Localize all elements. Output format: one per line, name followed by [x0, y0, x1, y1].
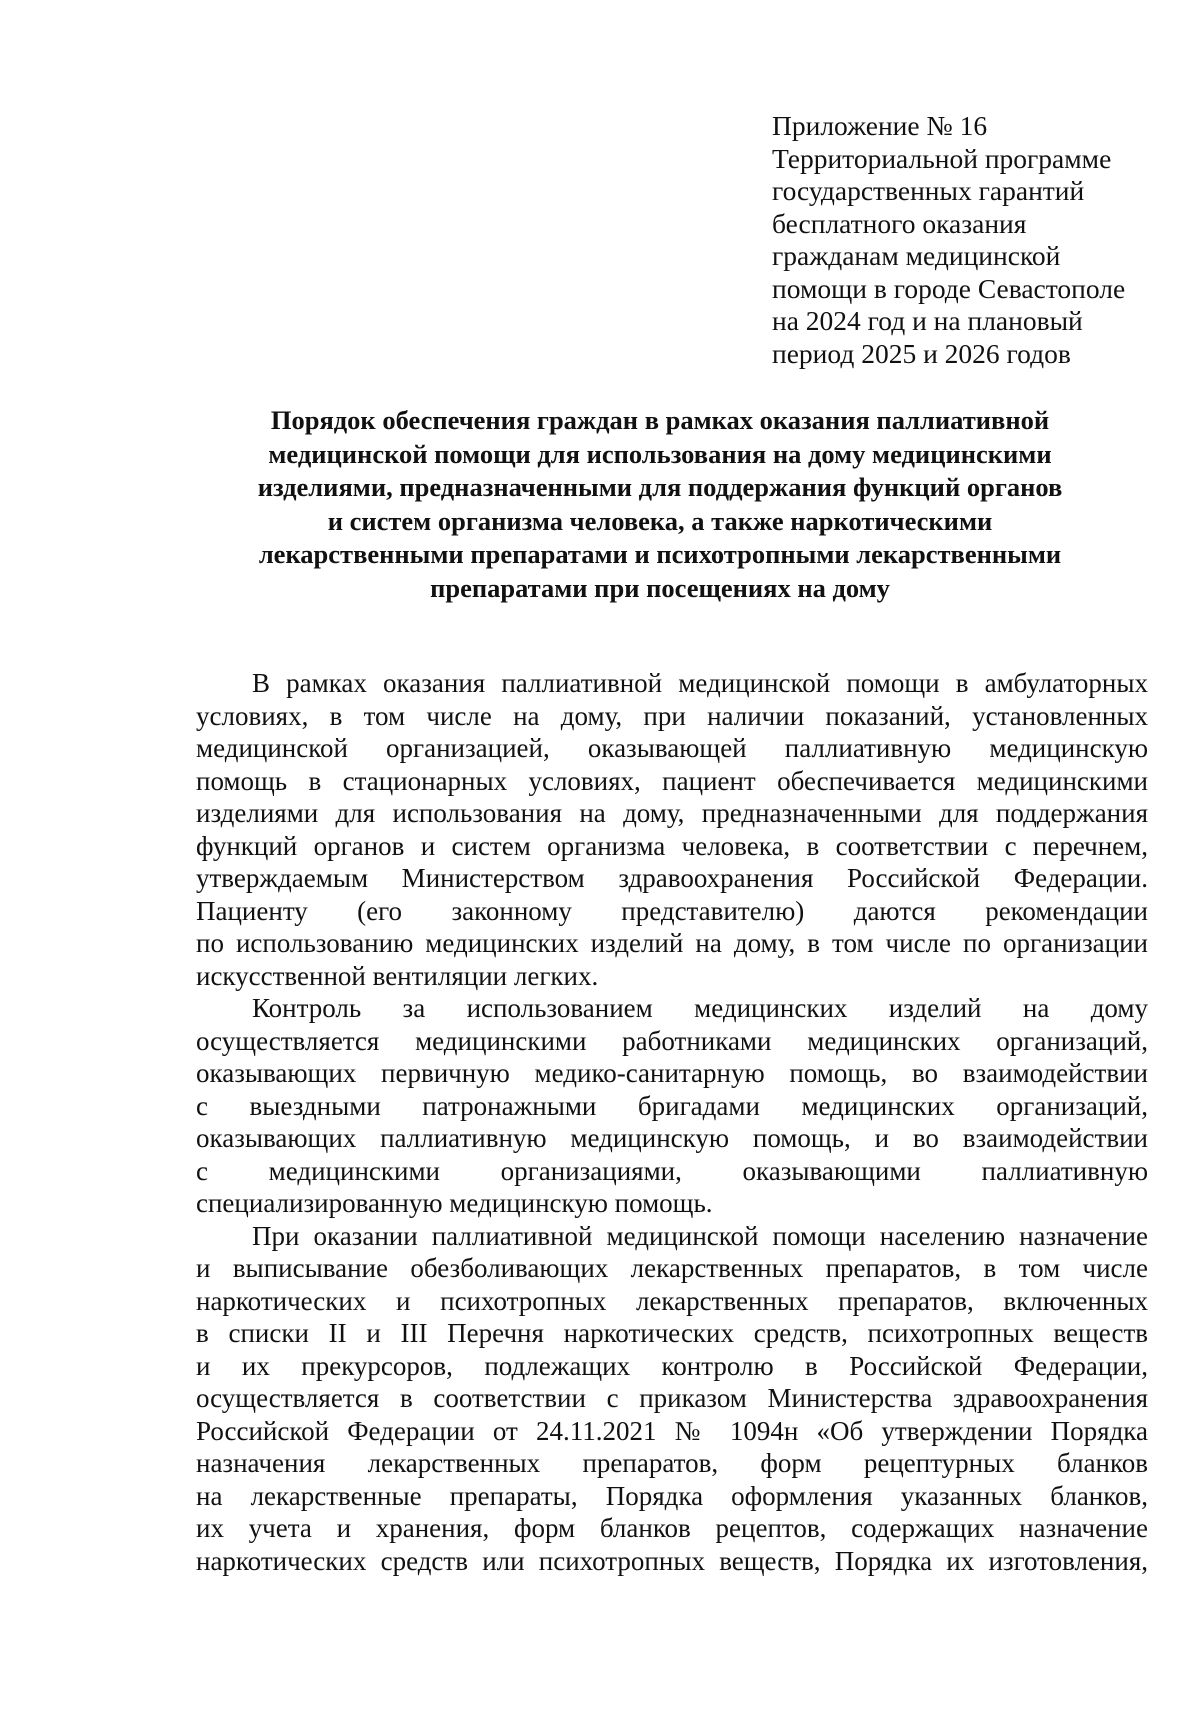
- document-body: [196, 667, 1148, 1577]
- appendix-line: государственных гарантий: [772, 175, 1085, 206]
- paragraph-line: искусственной вентиляции легких.: [196, 960, 599, 991]
- title-line: медицинской помощи для использования на дому медицинскими: [268, 438, 1052, 469]
- paragraph-2: [196, 992, 1148, 1220]
- title-line: лекарственными препаратами и психотропными лекарственными: [258, 539, 1062, 569]
- paragraph-line: на лекарственные препараты, Порядка оформления указанных бланков,: [196, 1480, 1148, 1511]
- paragraph-line: и их прекурсоров, подлежащих контролю в Российской Федерации,: [196, 1350, 1148, 1381]
- appendix-line: на 2024 год и на плановый: [772, 305, 1083, 336]
- paragraph-1: [196, 667, 1148, 992]
- paragraph-line: наркотических и психотропных лекарственных препаратов, включенных: [196, 1285, 1148, 1316]
- paragraph-line: специализированную медицинскую помощь.: [196, 1188, 713, 1218]
- paragraph-line: с выездными патронажными бригадами медицинских организаций,: [196, 1090, 1148, 1121]
- title-line: препаратами при посещениях на дому: [430, 572, 890, 603]
- paragraph-line: условиях, в том числе на дому, при наличии показаний, установленных: [196, 700, 1148, 731]
- paragraph-line: и выписывание обезболивающих лекарственных препаратов, в том числе: [196, 1253, 1148, 1283]
- appendix-header: [772, 110, 1152, 370]
- paragraph-line: В рамках оказания паллиативной медицинской помощи в амбулаторных: [252, 668, 1148, 698]
- paragraph-line: утверждаемым Министерством здравоохранения Российской Федерации.: [196, 863, 1148, 893]
- title-line: и систем организма человека, а также наркотическими: [327, 505, 993, 536]
- paragraph-line: изделиями для использования на дому, предназначенными для поддержания: [196, 798, 1148, 828]
- paragraph-line: Пациенту (его законному представителю) даются рекомендации: [196, 895, 1148, 926]
- paragraph-line: оказывающих первичную медико-санитарную помощь, во взаимодействии: [196, 1058, 1148, 1088]
- paragraph-line: Контроль за использованием медицинских изделий на дому: [252, 993, 1148, 1023]
- document-title: [185, 404, 1135, 605]
- title-line: изделиями, предназначенными для поддержания функций органов: [257, 472, 1063, 502]
- paragraph-line: с медицинскими организациями, оказывающими паллиативную: [196, 1155, 1148, 1186]
- paragraph-line: медицинской организацией, оказывающей паллиативную медицинскую: [196, 733, 1148, 763]
- paragraph-line: При оказании паллиативной медицинской помощи населению назначение: [252, 1220, 1148, 1251]
- paragraph-line: назначения лекарственных препаратов, форм рецептурных бланков: [196, 1448, 1148, 1478]
- paragraph-line: в списки II и III Перечня наркотических средств, психотропных веществ: [196, 1318, 1148, 1348]
- appendix-line: помощи в городе Севастополе: [772, 272, 1126, 304]
- paragraph-line: их учета и хранения, форм бланков рецептов, содержащих назначение: [196, 1513, 1148, 1543]
- paragraph-line: наркотических средств или психотропных веществ, Порядка их изготовления,: [196, 1545, 1148, 1576]
- appendix-line: бесплатного оказания: [772, 207, 1027, 239]
- paragraph-3: [196, 1220, 1148, 1578]
- paragraph-line: Российской Федерации от 24.11.2021 № 1094н «Об утверждении Порядка: [196, 1415, 1148, 1446]
- paragraph-line: по использованию медицинских изделий на дому, в том числе по организации: [196, 928, 1148, 958]
- paragraph-line: помощь в стационарных условиях, пациент обеспечивается медицинскими: [196, 765, 1148, 796]
- paragraph-line: осуществляется медицинскими работниками медицинских организаций,: [196, 1025, 1148, 1056]
- paragraph-line: осуществляется в соответствии с приказом Министерства здравоохранения: [196, 1383, 1148, 1413]
- title-line: Порядок обеспечения граждан в рамках оказания паллиативной: [270, 405, 1050, 435]
- appendix-line: Приложение № 16: [772, 110, 988, 141]
- paragraph-line: оказывающих паллиативную медицинскую помощь, и во взаимодействии: [196, 1123, 1148, 1153]
- appendix-line: гражданам медицинской: [772, 240, 1061, 271]
- appendix-line: Территориальной программе: [772, 142, 1112, 174]
- appendix-line: период 2025 и 2026 годов: [772, 337, 1071, 369]
- paragraph-line: функций органов и систем организма человека, в соответствии с перечнем,: [196, 830, 1148, 861]
